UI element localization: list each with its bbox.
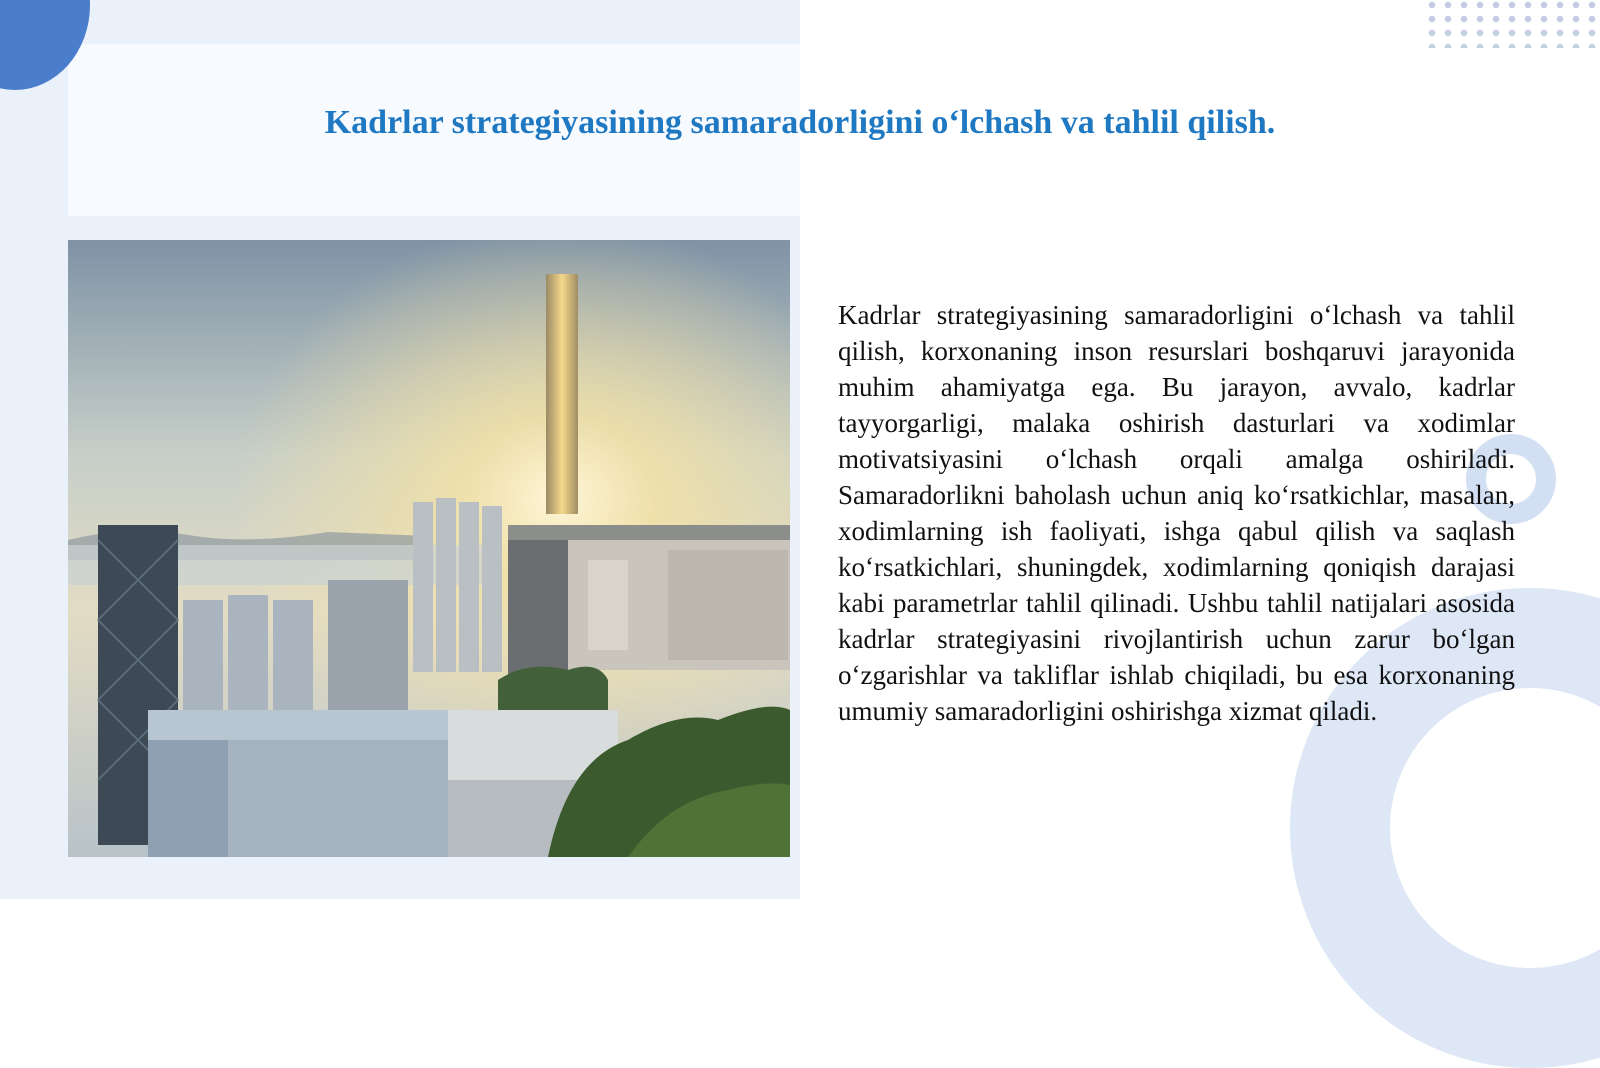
power-plant-illustration: [68, 240, 790, 857]
slide-title: Kadrlar strategiyasining samaradorligini o‘lchash va tahlil qilish.: [324, 104, 1276, 141]
power-plant-photo: [68, 240, 790, 857]
dot-grid-decoration: [1424, 0, 1600, 48]
body-paragraph: Kadrlar strategiyasining samaradorligini o‘lchash va tahlil qilish, korxonaning inson resurslari boshqaruvi jarayonida muhim ahamiyatga ega. Bu jarayon, avvalo, kadrlar tayyorgarligi, malaka oshirish dasturlari va xodimlar motivatsiyasini o‘lchash orqali amalga oshiriladi. Samaradorlikni baholash uchun aniq ko‘rsatkichlar, masalan, xodimlarning ish faoliyati, ishga qabul qilish va saqlash ko‘rsatkichlari, shuningdek, xodimlarning qoniqish darajasi kabi parametrlar tahlil qilinadi. Ushbu tahlil natijalari asosida kadrlar strategiyasini rivojlantirish uchun zarur bo‘lgan o‘zgarishlar va takliflar ishlab chiqiladi, bu esa korxonaning umumiy samaradorligini oshirishga xizmat qiladi.: [838, 300, 1515, 726]
